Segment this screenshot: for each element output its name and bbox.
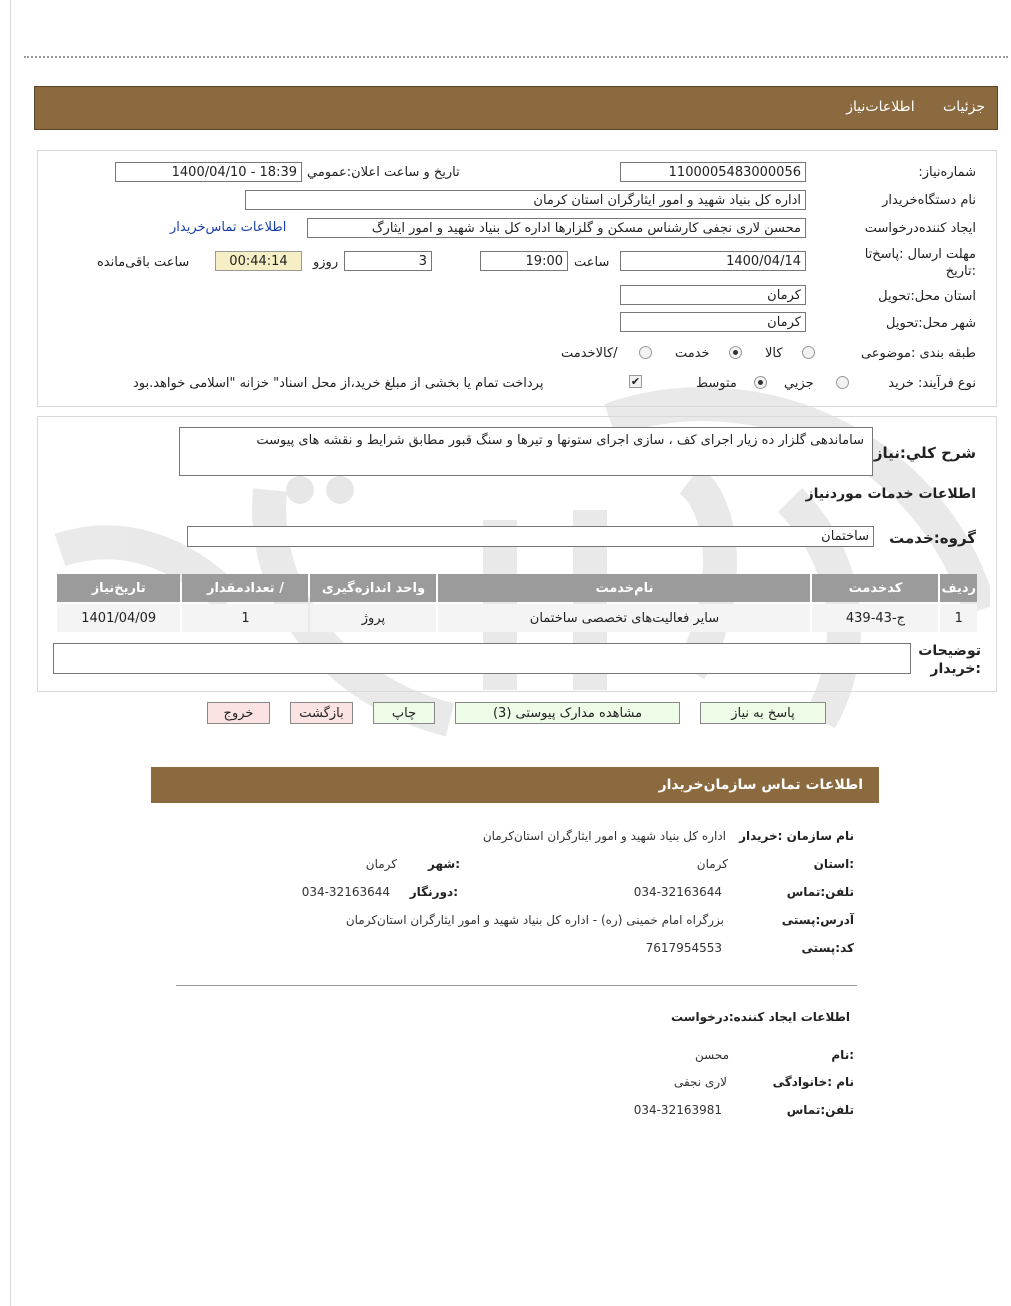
process-medium-label: متوسط: [696, 376, 737, 391]
col-unit: واحد اندازه‌گیری: [310, 574, 436, 602]
treasury-payment-note: پرداخت تمام یا بخشی از مبلغ خرید،از محل اسناد" خزانه "اسلامی خواهد.بود: [133, 376, 544, 391]
cell-need-date: 1401/04/09: [57, 604, 180, 632]
fax-value: 034-32163644: [301, 885, 390, 899]
requester-heading: اطلاعات ایجاد کننده:درخواست: [670, 1010, 850, 1024]
province-label: استان محل:تحویل: [878, 289, 976, 304]
need-number-label: شماره‌نیاز:: [918, 165, 976, 180]
col-service-code: کدخدمت: [812, 574, 938, 602]
deadline-label: مهلت ارسال :پاسخ‌تا: [864, 247, 976, 262]
address-value: بزرگراه امام خمینی (ره) - اداره کل بنیاد شهید و امور ایثارگران استان‌کرمان: [345, 913, 724, 927]
requester-family-value: لاری نجفی: [673, 1075, 727, 1089]
col-quantity: / تعدادمقدار: [182, 574, 308, 602]
contact-phone-label: تلفن:تماس: [786, 885, 854, 899]
requester-name-label: :نام: [831, 1048, 854, 1062]
buyer-contact-title: اطلاعات تماس سازمان‌خریدار: [658, 777, 863, 793]
summary-text-box[interactable]: ساماندهی گلزار ده زیار اجرای کف ، سازی اجرای ستونها و تیرها و سنگ قبور مطابق شرایط و نقشه های پیوست: [179, 427, 873, 476]
buyer-contact-link[interactable]: اطلاعات تماس‌خریدار: [170, 220, 287, 235]
print-button[interactable]: چاپ: [373, 702, 435, 724]
deadline-date-field[interactable]: 1400/04/14: [620, 251, 806, 271]
treasury-payment-checkbox[interactable]: ✔: [630, 375, 641, 388]
cell-unit: پروژ: [310, 604, 436, 632]
city-label: شهر محل:تحویل: [886, 316, 976, 331]
deadline-label-date: :تاریخ: [945, 264, 976, 279]
service-group-field[interactable]: ساختمان: [187, 526, 874, 547]
requester-name-value: محسن: [694, 1048, 729, 1062]
header-bar: [34, 86, 998, 130]
need-info-panel: [37, 150, 997, 407]
category-goods-radio[interactable]: [802, 346, 815, 359]
category-goods-label: کالا: [765, 346, 783, 361]
cell-row-number: 1: [940, 604, 977, 632]
contact-province-value: کرمان: [696, 857, 728, 871]
contact-city-label: :شهر: [428, 857, 460, 871]
services-heading: اطلاعات خدمات موردنیاز: [805, 486, 976, 502]
org-name-label: نام سازمان :خریدار: [739, 829, 854, 843]
city-field[interactable]: کرمان: [620, 312, 806, 332]
contact-city-value: کرمان: [365, 857, 397, 871]
buyer-contact-bar: [151, 767, 879, 803]
address-label: آدرس:پستی: [781, 913, 854, 927]
process-label: نوع فرآیند: خرید: [888, 376, 976, 391]
requester-label: ایجاد کننده‌درخواست: [864, 221, 976, 236]
category-goods-service-label: /کالاخدمت: [561, 346, 618, 361]
process-minor-label: جزیي: [784, 376, 814, 391]
tab-need-info[interactable]: اطلاعات‌نیاز: [846, 99, 915, 115]
table-row[interactable]: [57, 604, 977, 632]
cell-service-name: سایر فعالیت‌های تخصصی ساختمان: [438, 604, 810, 632]
back-button[interactable]: بازگشت: [290, 702, 353, 724]
org-name-value: اداره کل بنیاد شهید و امور ایثارگران استان‌کرمان: [482, 829, 726, 843]
remaining-time-label: ساعت باقی‌مانده: [97, 255, 190, 270]
category-service-radio[interactable]: [729, 346, 742, 359]
buyer-notes-label: توضیحات: [918, 643, 981, 659]
contact-province-label: :استان: [813, 857, 854, 871]
col-need-date: تاریخ‌نیاز: [57, 574, 180, 602]
tab-details[interactable]: جزئیات: [943, 99, 985, 115]
col-row-number: ردیف: [940, 574, 977, 602]
process-medium-radio[interactable]: [754, 376, 767, 389]
buyer-notes-box[interactable]: [53, 643, 911, 674]
exit-button[interactable]: خروج: [207, 702, 270, 724]
postal-code-value: 7617954553: [645, 941, 722, 955]
postal-code-label: کد:پستی: [801, 941, 854, 955]
remaining-time-display: 00:44:14: [215, 251, 302, 271]
buyer-org-field[interactable]: اداره کل بنیاد شهید و امور ایثارگران استان کرمان: [245, 190, 806, 210]
services-table: [55, 572, 979, 634]
col-service-name: نام‌خدمت: [438, 574, 810, 602]
contact-phone-value: 034-32163644: [633, 885, 722, 899]
days-field[interactable]: 3: [344, 251, 432, 271]
category-label: طبقه بندی :موضوعی: [860, 346, 976, 361]
requester-phone-value: 034-32163981: [633, 1103, 722, 1117]
announce-datetime-field[interactable]: 1400/04/10 - 18:39: [115, 162, 302, 182]
summary-label: شرح کلي:نیاز: [873, 444, 976, 462]
deadline-time-field[interactable]: 19:00: [480, 251, 568, 271]
process-minor-radio[interactable]: [836, 376, 849, 389]
table-header-row: [57, 574, 977, 602]
buyer-notes-label-2: :خریدار: [930, 661, 981, 677]
left-border: [10, 0, 11, 1306]
category-goods-service-radio[interactable]: [639, 346, 652, 359]
view-attachments-button[interactable]: مشاهده مدارک پیوستی (3): [455, 702, 680, 724]
service-group-label: گروه:خدمت: [889, 529, 976, 547]
cell-quantity: 1: [182, 604, 308, 632]
need-number-field[interactable]: 1100005483000056: [620, 162, 806, 182]
deadline-time-label: ساعت: [574, 255, 610, 270]
cell-service-code: ج-43-439: [812, 604, 938, 632]
category-service-label: خدمت: [675, 346, 710, 361]
province-field[interactable]: کرمان: [620, 285, 806, 305]
reply-button[interactable]: پاسخ به نیاز: [700, 702, 826, 724]
top-divider: [24, 56, 1008, 58]
requester-family-label: نام :خانوادگی: [772, 1075, 854, 1089]
contact-separator: [176, 985, 857, 986]
requester-phone-label: تلفن:تماس: [786, 1103, 854, 1117]
announce-label: تاریخ و ساعت اعلان:عمومي: [307, 165, 460, 180]
buyer-org-label: نام دستگاه‌خریدار: [882, 193, 976, 208]
fax-label: :دورنگار: [409, 885, 458, 899]
requester-field[interactable]: محسن لاری نجفی کارشناس مسکن و گلزارها اداره کل بنیاد شهید و امور ایثارگ: [307, 218, 806, 238]
days-label: روزو: [313, 255, 339, 270]
